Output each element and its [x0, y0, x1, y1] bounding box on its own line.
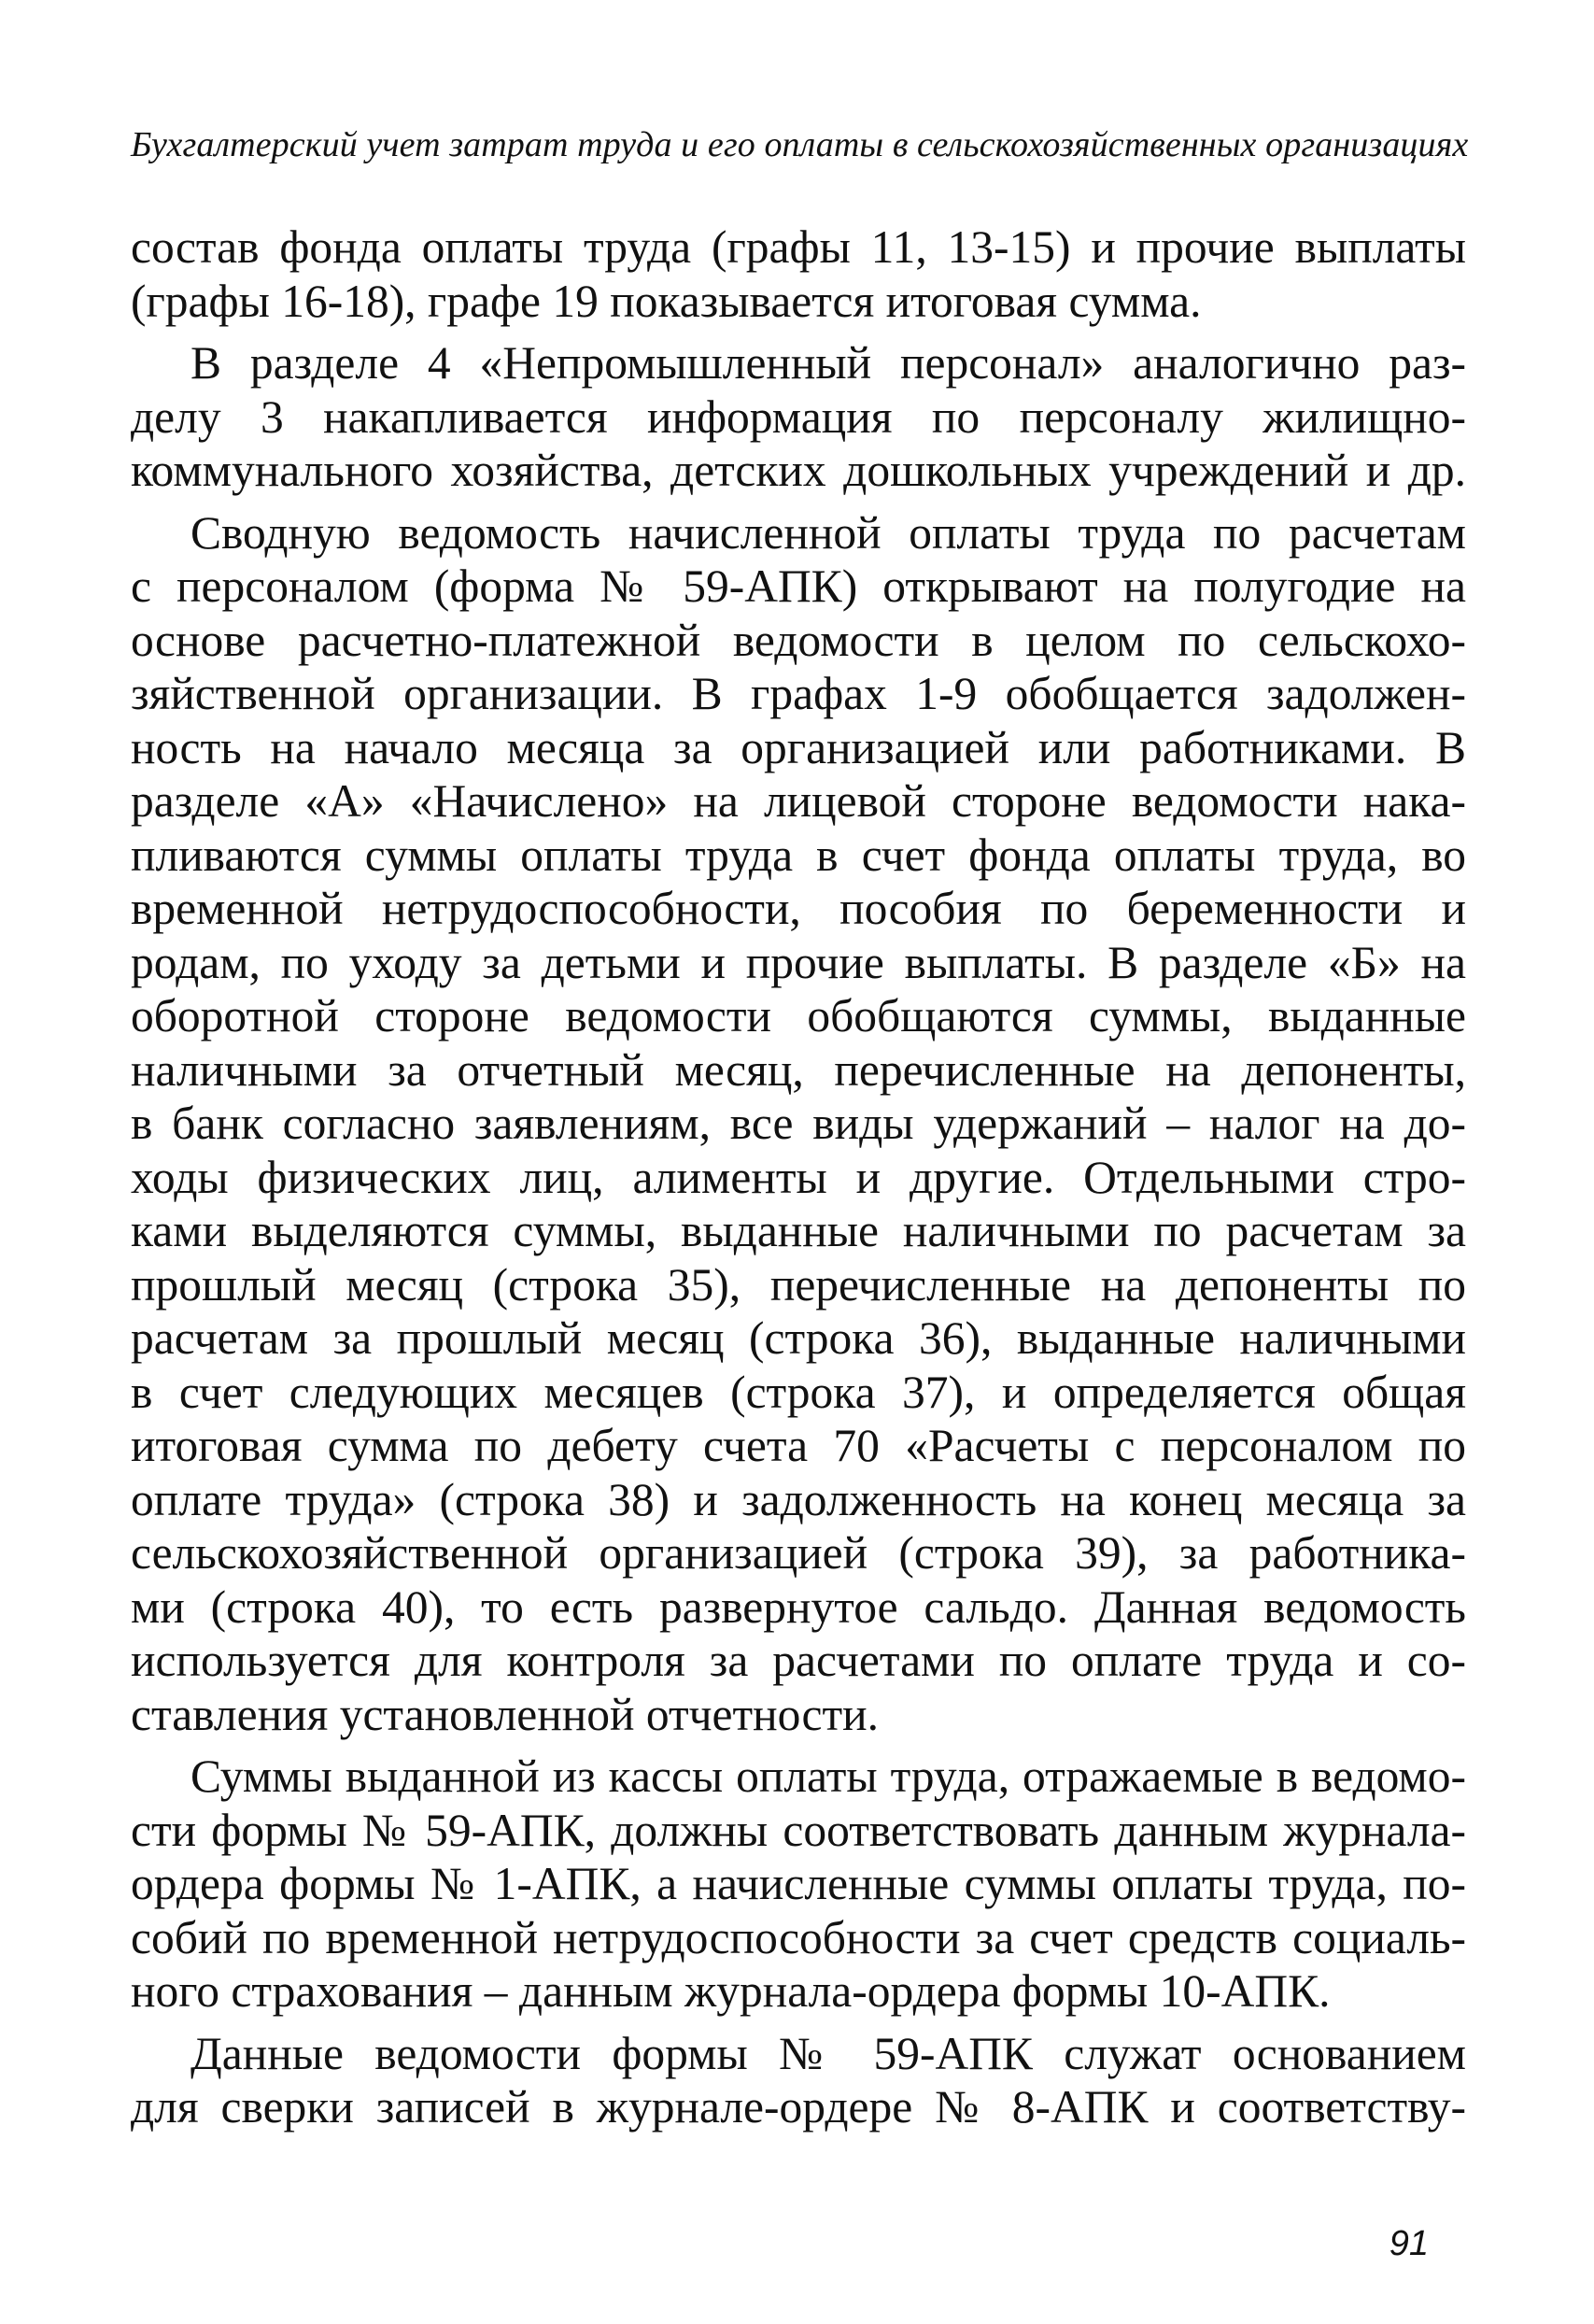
- running-header: Бухгалтерский учет затрат труда и его оплаты в сельскохозяйственных организациях: [131, 125, 1469, 164]
- text-line: Суммы выданной из кассы оплаты труда, отражаемые в ведомо-: [190, 1750, 1466, 1802]
- text-line: расчетам за прошлый месяц (строка 36), выданные наличными: [131, 1312, 1466, 1364]
- text-line: ходы физических лиц, алименты и другие. Отдельными стро-: [131, 1151, 1466, 1203]
- text-line: зяйственной организации. В графах 1-9 обобщается задолжен-: [131, 668, 1466, 719]
- text-line: с персоналом (форма № 59-АПК) открывают на полугодие на: [131, 560, 1466, 612]
- text-line: ордера формы № 1-АПК, а начисленные суммы оплаты труда, по-: [131, 1858, 1466, 1909]
- text-line: сти формы № 59-АПК, должны соответствовать данным журнала-: [131, 1804, 1466, 1856]
- text-line: временной нетрудоспособности, пособия по беременности и: [131, 883, 1466, 934]
- text-line: ность на начало месяца за организацией или работниками. В: [131, 721, 1466, 773]
- text-line: В разделе 4 «Непромышленный персонал» аналогично раз-: [190, 337, 1466, 389]
- text-line: родам, по уходу за детьми и прочие выплаты. В разделе «Б» на: [131, 936, 1466, 988]
- paragraph-1: [131, 220, 1466, 328]
- text-line: ного страхования – данным журнала-ордера формы 10-АПК.: [131, 1965, 1331, 2017]
- text-line: разделе «А» «Начислено» на лицевой стороне ведомости нака-: [131, 775, 1466, 827]
- text-line: прошлый месяц (строка 35), перечисленные на депоненты по: [131, 1258, 1466, 1311]
- text-line: оплате труда» (строка 38) и задолженность на конец месяца за: [131, 1473, 1466, 1525]
- text-line: сельскохозяйственной организацией (строка 39), за работника-: [131, 1527, 1466, 1579]
- text-line: оборотной стороне ведомости обобщаются суммы, выданные: [131, 990, 1466, 1042]
- paragraph-5: [131, 2027, 1466, 2134]
- text-line: собий по временной нетрудоспособности за счет средств социаль-: [131, 1911, 1466, 1963]
- body-text: [131, 220, 1466, 2134]
- text-line: используется для контроля за расчетами по оплате труда и со-: [131, 1635, 1466, 1686]
- text-line: в счет следующих месяцев (строка 37), и определяется общая: [131, 1366, 1466, 1418]
- text-line: для сверки записей в журнале-ордере № 8-АПК и соответству-: [131, 2081, 1466, 2133]
- text-line: ми (строка 40), то есть развернутое сальдо. Данная ведомость: [131, 1580, 1466, 1633]
- paragraph-4: [131, 1750, 1466, 2019]
- text-line: наличными за отчетный месяц, перечисленные на депоненты,: [131, 1043, 1466, 1096]
- text-line: ками выделяются суммы, выданные наличными по расчетам за: [131, 1205, 1466, 1256]
- text-line: делу 3 накапливается информация по персоналу жилищно-: [131, 390, 1466, 443]
- text-line: основе расчетно-платежной ведомости в целом по сельскохо-: [131, 614, 1466, 666]
- paragraph-3: [131, 506, 1466, 1742]
- text-line: пливаются суммы оплаты труда в счет фонда оплаты труда, во: [131, 829, 1466, 881]
- page-number: 91: [1389, 2224, 1429, 2263]
- text-line: ставления установленной отчетности.: [131, 1688, 880, 1740]
- text-line: состав фонда оплаты труда (графы 11, 13-15) и прочие выплаты: [131, 221, 1466, 273]
- text-line: итоговая сумма по дебету счета 70 «Расчеты с персоналом по: [131, 1420, 1466, 1471]
- text-line: коммунального хозяйства, детских дошкольных учреждений и др.: [131, 445, 1466, 496]
- text-line: Сводную ведомость начисленной оплаты труда по расчетам: [190, 506, 1466, 559]
- text-line: Данные ведомости формы № 59-АПК служат основанием: [190, 2027, 1466, 2079]
- text-line: (графы 16-18), графе 19 показывается итоговая сумма.: [131, 275, 1202, 327]
- paragraph-2: [131, 336, 1466, 498]
- text-line: в банк согласно заявлениям, все виды удержаний – налог на до-: [131, 1098, 1466, 1149]
